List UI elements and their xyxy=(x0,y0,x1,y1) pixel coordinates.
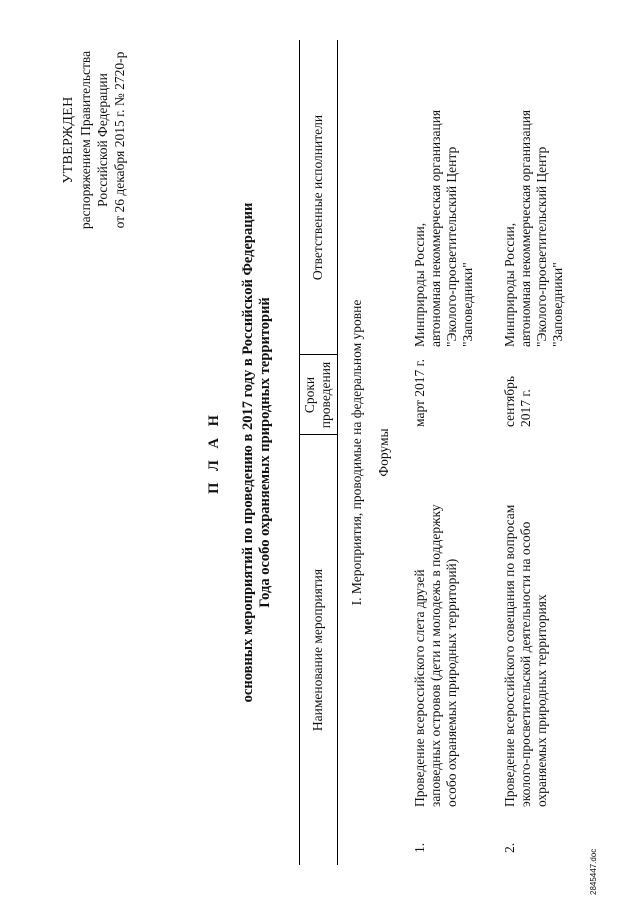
approval-date: от 26 декабря 2015 г. № 2720-р xyxy=(112,51,127,229)
title-line: Года особо охраняемых природных территорий xyxy=(257,297,273,608)
title-line: основных мероприятий по проведению в 2017 году в Российской Федерации xyxy=(240,202,256,703)
approval-heading: УТВЕРЖДЕН xyxy=(61,96,76,184)
approval-line: Российской Федерации xyxy=(95,73,110,207)
column-header-name: Наименование мероприятия xyxy=(310,568,325,732)
row-number: 2. xyxy=(502,842,517,853)
file-reference: 2845447.doc xyxy=(589,848,598,895)
column-header-dates: Сроки проведения xyxy=(302,361,333,429)
section-heading: I. Мероприятия, проводимые на федеральном уровне xyxy=(349,299,364,606)
event-dates: сентябрь 2017 г. xyxy=(502,375,533,427)
event-responsible: Минприроды России, автономная некоммерческая организация "Эколого-просветительский Центр "Заповедники" xyxy=(412,109,475,347)
table-top-rule xyxy=(299,40,300,865)
table-header-rule xyxy=(337,40,338,865)
approval-stamp xyxy=(60,20,128,260)
column-header-responsible: Ответственные исполнители xyxy=(310,114,325,281)
event-dates: март 2017 г. xyxy=(412,358,427,427)
event-responsible: Минприроды России, автономная некоммерческая организация "Эколого-просветительский Центр "Заповедники" xyxy=(502,109,565,347)
plan-heading: П Л А Н xyxy=(206,411,222,494)
document-title xyxy=(206,40,274,865)
event-name: Проведение всероссийского совещания по вопросам эколого-просветительской деятельности на особо охраняемых природных территориях xyxy=(502,504,549,807)
approval-line: распоряжением Правительства xyxy=(78,50,93,230)
event-name: Проведение всероссийского слета друзей заповедных островов (дети и молодежь в поддержку особо охраняемых природных территорий) xyxy=(412,504,459,807)
subsection-heading: Форумы xyxy=(376,428,391,477)
row-number: 1. xyxy=(412,842,427,853)
